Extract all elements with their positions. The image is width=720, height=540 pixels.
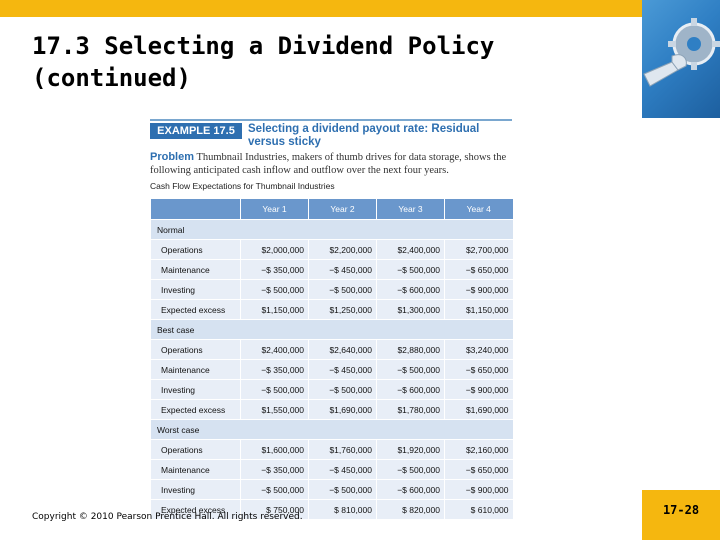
- table-cell: $ 610,000: [445, 500, 513, 520]
- row-label: Maintenance: [151, 460, 241, 480]
- table-row: [151, 260, 513, 280]
- table-cell: $2,160,000: [445, 440, 513, 460]
- table-cell: $2,640,000: [309, 340, 377, 360]
- table-cell: $ 820,000: [377, 500, 445, 520]
- row-label: Operations: [151, 340, 241, 360]
- table-cell: −$ 900,000: [445, 380, 513, 400]
- row-label: Investing: [151, 280, 241, 300]
- table-cell: −$ 500,000: [377, 360, 445, 380]
- table-cell: $1,150,000: [445, 300, 513, 320]
- table-cell: −$ 450,000: [309, 360, 377, 380]
- table-caption: Cash Flow Expectations for Thumbnail Industries: [150, 181, 335, 191]
- table-cell: −$ 350,000: [241, 360, 309, 380]
- table-header-row: [151, 199, 513, 220]
- table-cell: $2,200,000: [309, 240, 377, 260]
- top-accent-bar: [0, 0, 642, 17]
- row-label: Operations: [151, 240, 241, 260]
- table-row: [151, 440, 513, 460]
- section-label: Best case: [151, 320, 513, 340]
- table-cell: −$ 450,000: [309, 460, 377, 480]
- example-title: Selecting a dividend payout rate: Residual versus sticky: [248, 123, 480, 148]
- slide-title: [32, 30, 632, 94]
- table-cell: −$ 500,000: [377, 460, 445, 480]
- problem-text: Thumbnail Industries, makers of thumb drives for data storage, shows the following anticipated cash inflow and outflow over the next four years.: [150, 152, 507, 176]
- table-cell: $1,760,000: [309, 440, 377, 460]
- table-row: [151, 300, 513, 320]
- table-row: [151, 460, 513, 480]
- page-number-badge: [642, 490, 720, 540]
- table-cell: $1,600,000: [241, 440, 309, 460]
- cash-flow-table: [150, 199, 513, 519]
- table-row: [151, 280, 513, 300]
- table-cell: −$ 350,000: [241, 460, 309, 480]
- table-cell: −$ 900,000: [445, 480, 513, 500]
- table-row: [151, 340, 513, 360]
- table-cell: −$ 500,000: [309, 280, 377, 300]
- section-label: Worst case: [151, 420, 513, 440]
- problem-label: Problem: [150, 151, 195, 163]
- example-problem: [150, 151, 512, 177]
- table-cell: $1,690,000: [445, 400, 513, 420]
- table-cell: $1,300,000: [377, 300, 445, 320]
- table-section-row: [151, 320, 513, 340]
- example-top-rule: [150, 119, 512, 121]
- slide-title-line2: (continued): [32, 64, 191, 92]
- column-header: Year 2: [309, 199, 377, 220]
- row-label: Maintenance: [151, 360, 241, 380]
- table-cell: −$ 600,000: [377, 480, 445, 500]
- table-section-row: [151, 220, 513, 240]
- table-cell: −$ 500,000: [309, 380, 377, 400]
- row-label: Investing: [151, 480, 241, 500]
- table-cell: −$ 500,000: [241, 380, 309, 400]
- row-label: Maintenance: [151, 260, 241, 280]
- row-label: Investing: [151, 380, 241, 400]
- table-cell: −$ 650,000: [445, 360, 513, 380]
- table-cell: $1,250,000: [309, 300, 377, 320]
- table-row: [151, 360, 513, 380]
- table-cell: −$ 600,000: [377, 380, 445, 400]
- table-cell: $ 750,000: [241, 500, 309, 520]
- table-cell: −$ 650,000: [445, 260, 513, 280]
- table-cell: $1,150,000: [241, 300, 309, 320]
- table-cell: $2,400,000: [241, 340, 309, 360]
- table-cell: $2,880,000: [377, 340, 445, 360]
- row-label: Expected excess: [151, 300, 241, 320]
- column-header: Year 1: [241, 199, 309, 220]
- table-cell: −$ 500,000: [241, 280, 309, 300]
- row-label: Operations: [151, 440, 241, 460]
- table-cell: $1,780,000: [377, 400, 445, 420]
- example-badge: EXAMPLE 17.5: [150, 123, 242, 139]
- table-cell: $1,690,000: [309, 400, 377, 420]
- table-row: [151, 480, 513, 500]
- table-cell: −$ 900,000: [445, 280, 513, 300]
- table-cell: −$ 650,000: [445, 460, 513, 480]
- table-row: [151, 380, 513, 400]
- table-cell: $2,700,000: [445, 240, 513, 260]
- column-header: Year 3: [377, 199, 445, 220]
- page-number: 17-28: [662, 503, 700, 517]
- table-cell: −$ 500,000: [241, 480, 309, 500]
- table-cell: −$ 500,000: [377, 260, 445, 280]
- table-cell: −$ 450,000: [309, 260, 377, 280]
- table-body: [151, 220, 513, 520]
- table-row: [151, 240, 513, 260]
- table-cell: $2,400,000: [377, 240, 445, 260]
- table-cell: $ 810,000: [309, 500, 377, 520]
- wrench-and-gear-icon: [642, 0, 720, 118]
- copyright-notice: Copyright © 2010 Pearson Prentice Hall. All rights reserved.: [32, 512, 303, 522]
- table-cell: $2,000,000: [241, 240, 309, 260]
- table-cell: −$ 500,000: [309, 480, 377, 500]
- slide-title-line1: 17.3 Selecting a Dividend Policy: [32, 32, 495, 60]
- table-cell: $3,240,000: [445, 340, 513, 360]
- table-cell: $1,920,000: [377, 440, 445, 460]
- table-cell: $1,550,000: [241, 400, 309, 420]
- example-figure: [148, 117, 516, 515]
- table-section-row: [151, 420, 513, 440]
- column-header: Year 4: [445, 199, 513, 220]
- row-label: Expected excess: [151, 400, 241, 420]
- row-label: Expected excess: [151, 500, 241, 520]
- table-row: [151, 400, 513, 420]
- table-cell: −$ 600,000: [377, 280, 445, 300]
- section-label: Normal: [151, 220, 513, 240]
- column-header: [151, 199, 241, 220]
- table-cell: −$ 350,000: [241, 260, 309, 280]
